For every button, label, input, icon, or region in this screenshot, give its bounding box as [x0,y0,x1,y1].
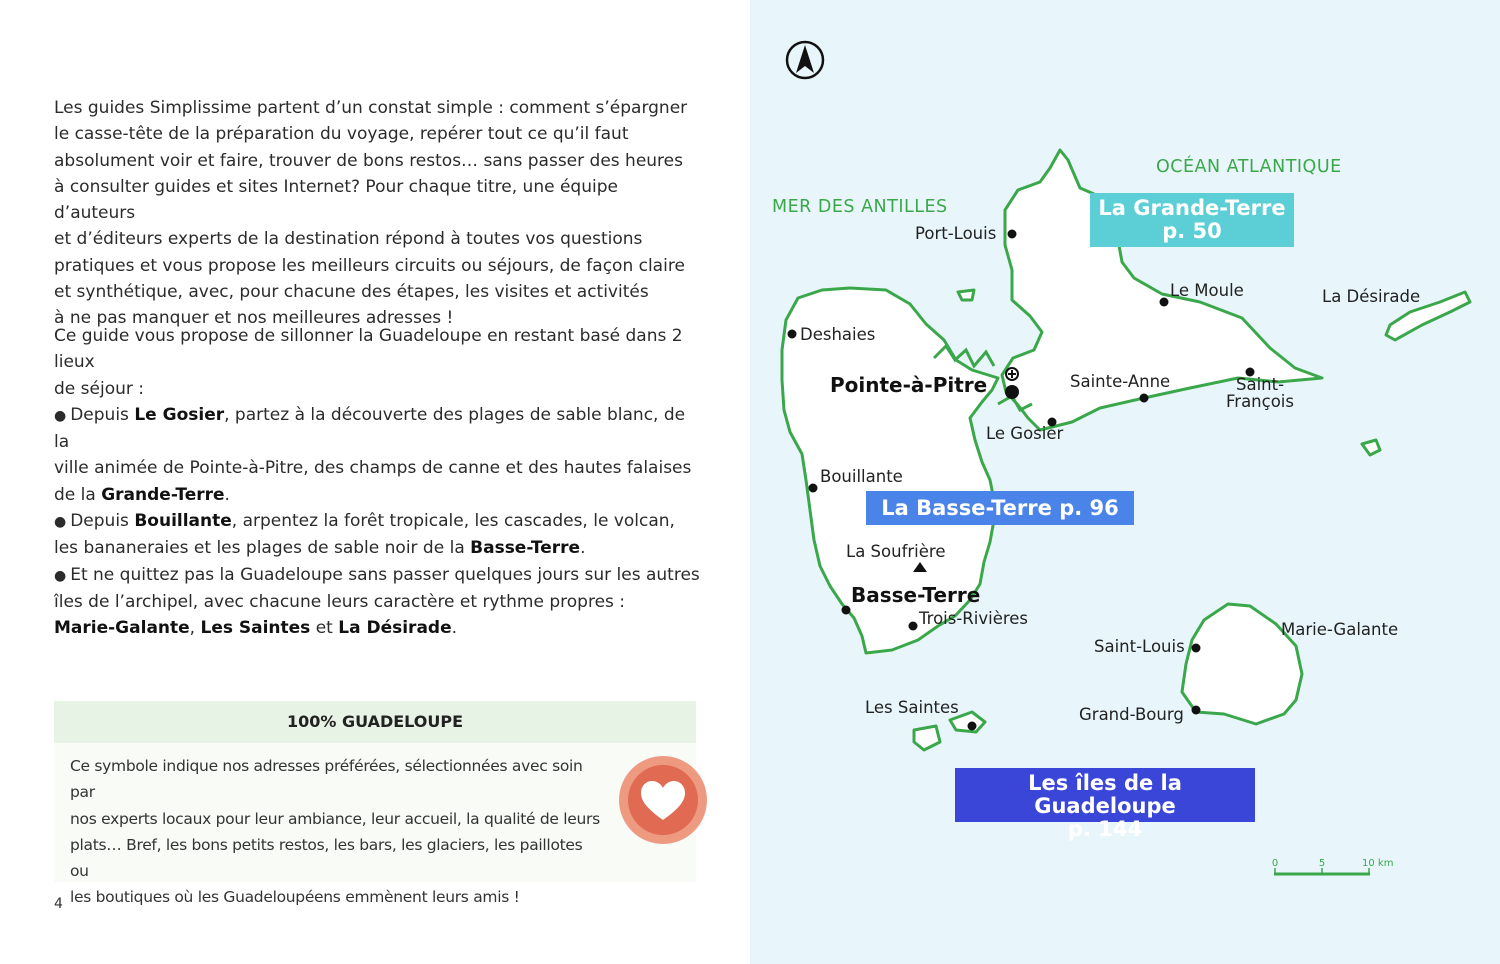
place-deshaies: Deshaies [800,325,876,344]
region-grande-terre-link[interactable] [1090,193,1294,247]
le-moule-marker [1160,298,1169,307]
saint-louis-marker [1192,644,1201,653]
scale-label: 10 km [1362,858,1394,869]
guadeloupe-map [750,0,1500,964]
atlantic-ocean-label: OCÉAN ATLANTIQUE [1156,157,1342,177]
intro-paragraph [54,95,704,332]
bullet-line: îles de l’archipel, avec chacune leurs caractère et rythme propres : [54,591,626,612]
sainte-anne-marker [1140,394,1149,403]
region-iles-link[interactable] [955,768,1255,841]
place-bouillante: Bouillante [820,467,903,486]
bullet-icon: ● [54,567,67,584]
info-box-line: plats… Bref, les bons petits restos, les bars, les glaciers, les paillotes ou [70,835,583,881]
intro-line: Les guides Simplissime partent d’un constat simple : comment s’épargner [54,98,688,118]
place-sainte-anne: Sainte-Anne [1070,372,1171,391]
bouillante-marker [809,484,818,493]
region-page: p. 144 [1067,817,1143,841]
place-basse-terre: Basse-Terre [851,583,981,607]
trois-rivieres-marker [909,622,918,631]
intro-line: et d’éditeurs experts de la destination répond à toutes vos questions [54,229,643,250]
region-basse-terre-link[interactable] [866,491,1134,525]
bullet-line: Marie-Galante, Les Saintes et La Désirade. [54,618,458,639]
info-box-title: 100% GUADELOUPE [54,701,696,743]
info-box-line: Ce symbole indique nos adresses préférées, sélectionnées avec soin par [70,757,583,802]
intro-line: le casse-tête de la préparation du voyage, repérer tout ce qu’il faut [54,124,629,145]
place-pointe-a-pitre: Pointe-à-Pitre [830,373,988,397]
place-la-soufriere: La Soufrière [846,542,946,561]
basse-terre-marker [842,606,851,615]
deshaies-marker [788,330,797,339]
description-lead: de séjour : [54,378,144,399]
bullet-icon: ● [54,407,67,424]
region-page: p. 50 [1162,219,1222,243]
bullet-bouillante: ● Depuis Bouillante, arpentez la forêt tropicale, les cascades, le volcan, [54,511,675,532]
intro-line: pratiques et vous propose les meilleurs circuits ou séjours, de façon claire [54,255,685,276]
page-number: 4 [54,896,63,912]
grand-bourg-marker [1192,706,1201,715]
info-box-line: les boutiques où les Guadeloupéens emmènent leurs amis ! [70,888,520,907]
scale-label: 5 [1318,858,1326,869]
heart-icon [619,756,707,844]
intro-line: absolument voir et faire, trouver de bons restos… sans passer des heures [54,150,683,171]
small-islet [1362,440,1380,455]
place-port-louis: Port-Louis [915,224,997,243]
place-trois-rivieres: Trois-Rivières [919,609,1029,628]
small-islet [958,290,974,300]
north-arrow-icon [787,42,823,78]
place-marie-galante: Marie-Galante [1281,620,1399,639]
bullet-line: les bananeraies et les plages de sable noir de la Basse-Terre. [54,538,586,559]
scale-label: 0 [1271,858,1279,869]
bullet-line: de la Grande-Terre. [54,484,230,505]
intro-line: et synthétique, avec, pour chacune des étapes, les visites et activités [54,282,649,303]
region-title: La Grande-Terre [1098,196,1286,220]
intro-line: à consulter guides et sites Internet? Pour chaque titre, une équipe d’auteurs [54,176,618,224]
les-saintes-island [914,726,940,750]
place-saint-francois: François [1226,392,1294,411]
description-lead: Ce guide vous propose de sillonner la Guadeloupe en restant basé dans 2 lieux [54,326,683,373]
scale-bar [1272,858,1394,875]
place-le-gosier: Le Gosier [986,424,1064,443]
guadeloupe-info-box [54,701,696,907]
place-saint-louis: Saint-Louis [1094,637,1185,656]
place-la-desirade: La Désirade [1322,287,1421,306]
intro-line: à ne pas manquer et nos meilleures adresses ! [54,308,454,329]
place-grand-bourg: Grand-Bourg [1079,705,1184,724]
place-le-moule: Le Moule [1170,281,1244,300]
bullet-icon: ● [54,514,67,531]
info-box-line: nos experts locaux pour leur ambiance, leur accueil, la qualité de leurs [70,809,600,828]
les-saintes-marker [968,722,977,731]
bullet-line: ville animée de Pointe-à-Pitre, des champs de canne et des hautes falaises [54,458,692,479]
place-saint-francois: Saint- [1236,375,1285,394]
info-box-text [70,753,600,911]
region-title: Les îles de la Guadeloupe [1028,771,1182,818]
place-les-saintes: Les Saintes [865,698,959,717]
guide-description [54,323,704,642]
caribbean-sea-label: MER DES ANTILLES [772,197,948,217]
pointe-a-pitre-marker [1005,385,1019,399]
bullet-le-gosier: ● Depuis Le Gosier, partez à la découverte des plages de sable blanc, de la [54,404,686,453]
region-title: La Basse-Terre p. 96 [881,496,1119,520]
bullet-islands: ● Et ne quittez pas la Guadeloupe sans passer quelques jours sur les autres [54,564,700,585]
port-louis-marker [1008,230,1017,239]
airport-icon [1006,368,1018,380]
